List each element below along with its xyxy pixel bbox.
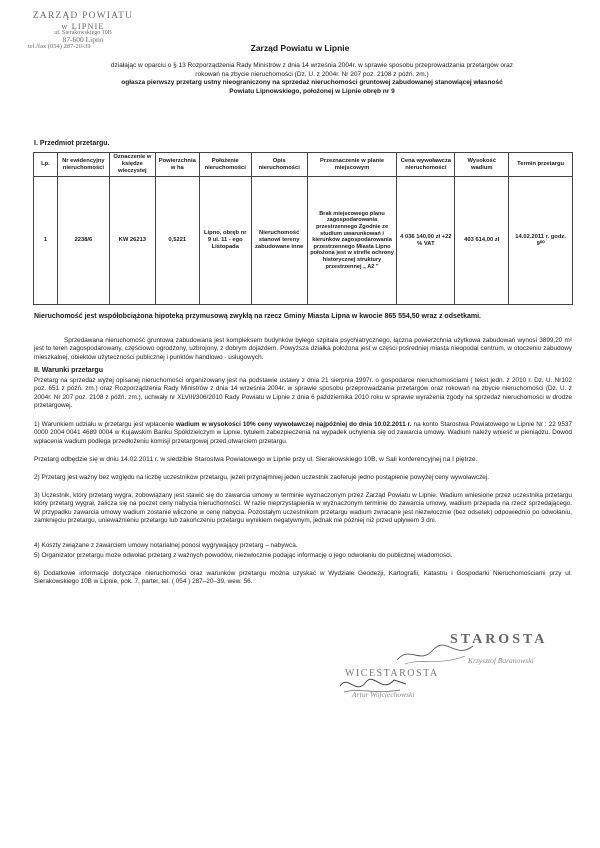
col-header-location: Położenie nieruchomości: [199, 153, 251, 177]
conditions-intro: Przetarg na sprzedaż wyżej opisanej nieruchomości organizowany jest na podstawie ustawy z dnia 21 sierpnia 1997r. o gospodarce nieruchomościami ( tekst jedn. z 2010 r. Dz. U. Nr102 poz. 651 z późń. zm.) oraz Rozporządzenia Rady Ministrów z dnia 14 września 2004r. w sprawie sposobu przeprowadzania przetargów oraz rokowań na zbycie nieruchomości (Dz. U. z 2004r. Nr 207 poz. 2108 z późń. zm.), uchwały nr XLVIII/306/2010 Rady Powiatu w Lipnie z dnia 6 października 2010 roku w sprawie wyrażenia zgody na sprzedaż nieruchomości w drodze przetargowej.: [34, 377, 572, 409]
intro-line-2: rokowań na zbycie nieruchomości (Dz. U. z 2004r. Nr 207 poz. 2108 z późń. zm.): [195, 70, 429, 78]
property-description: Sprzedawana nieruchomość gruntowa zabudowana jest kompleksem budynków byłego szpitala psychiatrycznego, łączna powierzchnia użytkowa zabudowań wynosi 3899,20 m² jest to teren zagospodarowany, częściowo ogrodzony, uzbrojony, z dobrym dojazdem. Powyższa działka położona jest w części pośredniej miasta nieopodal centrum, w otoczeniu zabudowy mieszkalnej, obiektów użyteczności publicznej i punktów handlowo - usługowych.: [34, 337, 572, 361]
condition-5: 5) Organizator przetargu może odwołać przetarg z ważnych powodów, niezwłocznie podając informację o jego odwołaniu do publicznej wiadomości.: [34, 552, 453, 559]
cell-kw: KW 26213: [109, 177, 155, 305]
condition-6: 6) Dodatkowe informacje dotyczące nieruchomości oraz warunków przetargu można uzyskać w Wydziale Geodezji, Kartografii, Katastru i Gospodarki Nieruchomościami przy ul. Sierakowskiego 10B w Lipnie, pok. 7, parter, tel. ( 054 ) 287–20–39, wew. 56.: [34, 570, 572, 586]
intro-line-1: działając w oparciu o § 13 Rozporządzenia Rady Ministrów z dnia 14 września 2004r. w sprawie sposobu przeprowadzania przetargów oraz: [110, 62, 514, 69]
intro-announcement-2: Powiatu Lipnowskiego, położonej w Lipnie obręb nr 9: [229, 87, 395, 95]
document-title: Zarząd Powiatu w Lipnie: [250, 43, 350, 53]
table-row: [34, 177, 573, 305]
col-header-kw: Oznaczenie w księdze wieczystej: [109, 153, 155, 177]
cell-purpose: Brak miejscowego planu zagospodarowania przestrzennego Zgodnie ze studium uwarunkowań i kierunków zagospodarowania przestrzennego Miasta Lipno położona jest w strefie ochrony historycznej struktury przestrzennej „ A2 ": [307, 177, 397, 305]
col-header-date: Termin przetargu: [509, 153, 573, 177]
cell-date: 14.02.2011 r. godz. 9⁰⁰: [509, 177, 573, 305]
stamp-line-street: ul. Sierakowskiego 10B: [54, 30, 112, 36]
auction-venue: Przetarg odbędzie się w dniu 14.02.2011 r. w siedzibie Starostwa Powiatowego w Lipnie przy ul. Sierakowskiego 10B, w Sali konferencyjnej na I piętrze.: [34, 456, 478, 463]
wicestarosta-signature-icon: [338, 672, 408, 698]
col-header-purpose: Przeznaczenie w planie miejscowym: [307, 153, 397, 177]
intro-announcement-1: ogłasza pierwszy przetarg ustny nieograniczony na sprzedaż nieruchomości gruntowej zabudowanej stanowiącej własność: [121, 79, 503, 87]
cell-lp: 1: [34, 177, 58, 305]
starosta-stamp: STAROSTA: [450, 632, 548, 647]
condition-4: 4) Koszty związane z zawarciem umowy notarialnej ponosi wygrywający przetarg – nabywca.: [34, 542, 298, 549]
col-header-area: Powierzchnia w ha: [155, 153, 199, 177]
cell-description: Nieruchomość stanowi tereny zabudowane inne: [251, 177, 307, 305]
stamp-line-postcode: 87-600 Lipno: [62, 35, 104, 44]
cell-location: Lipno, obręb nr 9 ul. 11 - ego Listopada: [199, 177, 251, 305]
section-2-title: II. Warunki przetargu: [34, 367, 103, 374]
property-table: [33, 152, 573, 305]
condition-3: 3) Uczestnik, który przetarg wygra, zobowiązany jest stawić się do zawarcia umowy w terminie wyznaczonym przez Zarząd Powiatu w Lipnie. Wadium wniesione przez uczestnika przetargu który przetarg wygrał, zalicza się na poczet ceny nabycia nieruchomości. W razie nieprzystąpienia w wyznaczonym terminie do zawarcia umowy, wadium przepada na rzecz sprzedającego. W przypadku zawarcia umowy wadium zostanie wliczone w cenę nabycia. Pozostałym uczestnikom przetargu wadium zwracane jest niezwłocznie (bez odsetek) odpowiednio po odwołaniu, zamknięciu przetargu, unieważnieniu przetargu lub zakończeniu przetargu wynikiem negatywnym, jednak nie później niż przed upływem 3 dni.: [34, 492, 572, 524]
condition-1-lead: 1) Warunkiem udziału w przetargu jest wpłacenie: [34, 421, 176, 428]
col-header-description: Opis nieruchomości: [251, 153, 307, 177]
condition-1-deposit: wadium w wysokości 10% ceny wywoławczej najpóźniej do dnia 10.02.2011 r.: [175, 421, 412, 428]
col-header-price: Cena wywoławcza nieruchomości: [397, 153, 455, 177]
condition-2: 2) Przetarg jest ważny bez względu na liczbę uczestników przetargu, jeżeli przynajmniej jeden uczestnik zaoferuje jedno postąpienie powyżej ceny wywoławczej.: [34, 474, 490, 481]
condition-1: [34, 421, 572, 446]
mortgage-note: Nieruchomość jest współobciążona hipoteką przymusową zwykłą na rzecz Gminy Miasta Lipna w kwocie 865 554,50 wraz z odsetkami.: [34, 313, 481, 320]
cell-nr: 2238/6: [57, 177, 109, 305]
wicestarosta-name: Artur Wojciechowski: [352, 690, 415, 699]
wicestarosta-stamp: WICESTAROSTA: [345, 668, 439, 679]
condition-1-rest: na konto Starostwa Powiatowego w Lipnie Nr : 22 9537 0000 2004 0041 4689 0004 w Kujawskim Banku Spółdzielczym w Lipnie, tytułem zabezpieczenia na wypadek uchylenia się od zawarcia umowy. Wadium należy wnieść w pieniądzu. Dowód wpłacenia wadium podlega przedłożeniu komisji przetargowej przed otwarciem przetargu.: [34, 421, 572, 445]
stamp-line-city: w LIPNIE: [61, 20, 105, 31]
stamp-line-phone: tel./fax (054) 287-20-39: [28, 42, 91, 50]
document-intro: [52, 62, 572, 96]
cell-area: 0,5221: [155, 177, 199, 305]
starosta-signature-icon: [395, 640, 475, 668]
stamp-line-office: ZARZĄD POWIATU: [32, 11, 134, 21]
table-header-row: [34, 153, 573, 177]
section-1-title: I. Przedmiot przetargu.: [34, 140, 110, 147]
col-header-nr: Nr ewidencyjny nieruchomości: [57, 153, 109, 177]
col-header-deposit: Wysokość wadium: [455, 153, 509, 177]
col-header-lp: Lp.: [34, 153, 58, 177]
cell-deposit: 403 614,00 zł: [455, 177, 509, 305]
starosta-name: Krzysztof Baranowski: [468, 656, 534, 665]
cell-price: 4 036 140,00 zł +22 % VAT: [397, 177, 455, 305]
